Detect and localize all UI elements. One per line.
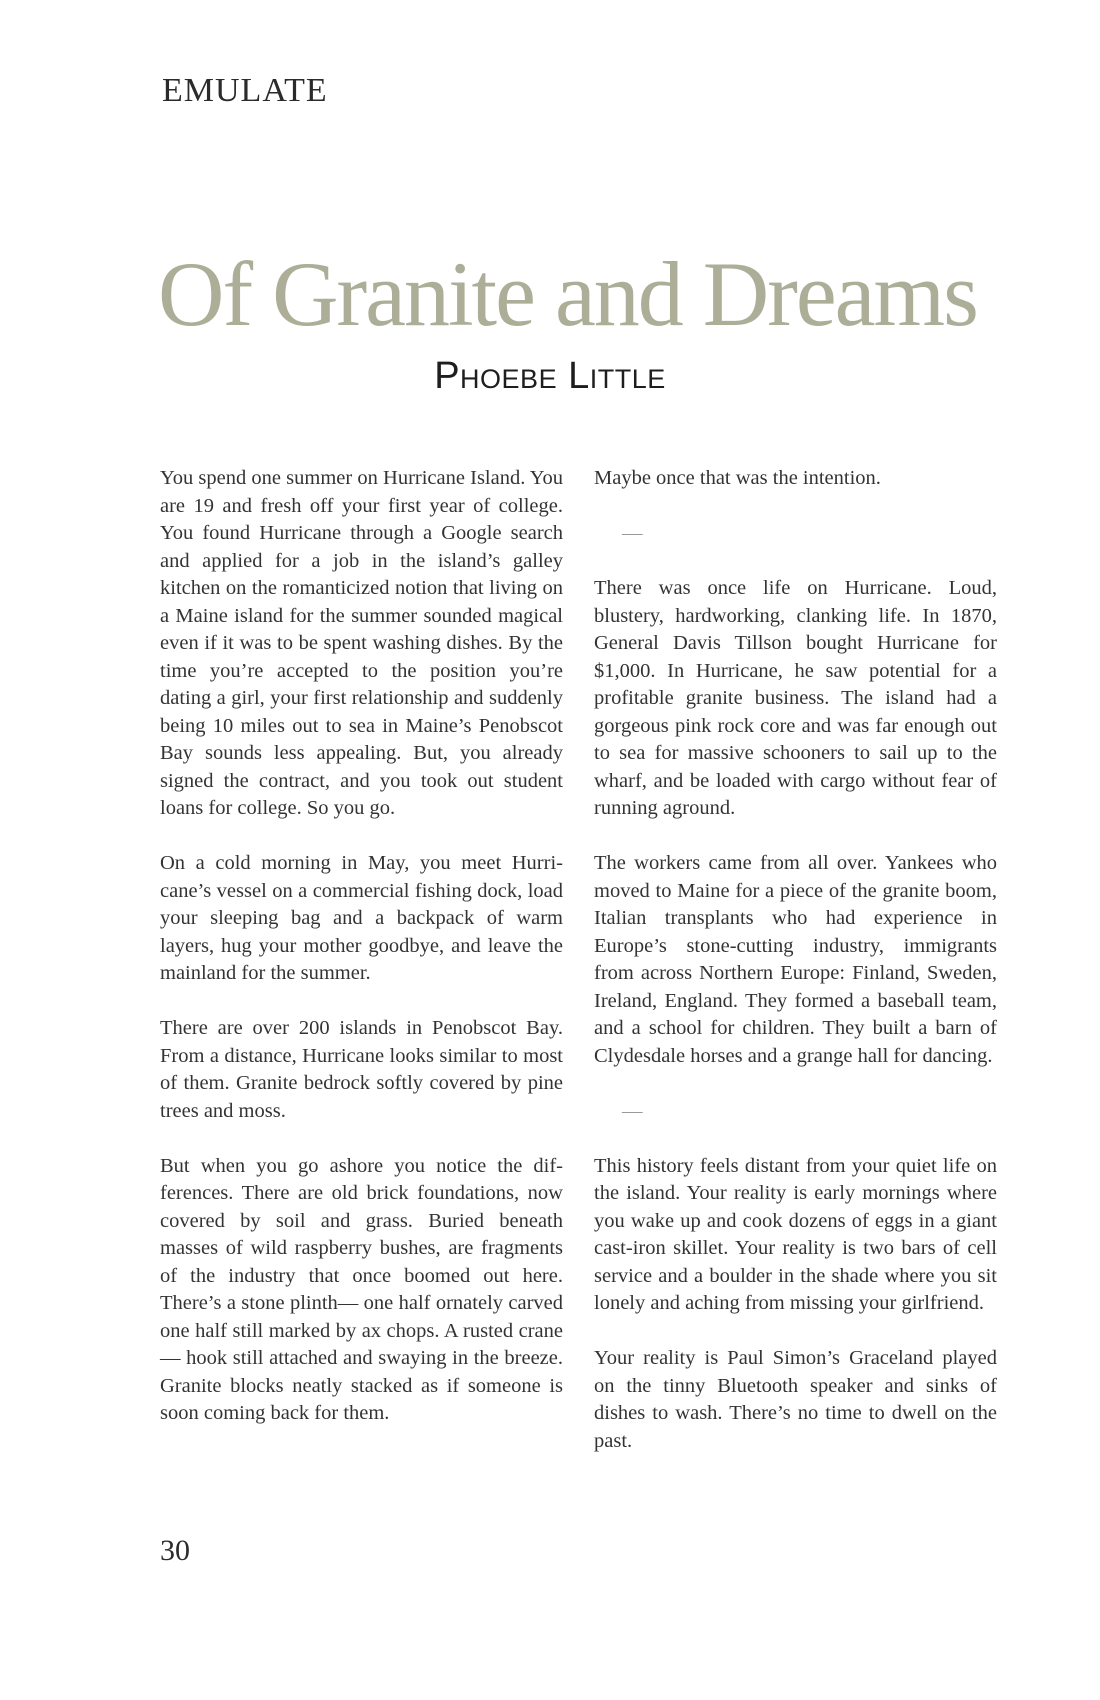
right-paragraph-1: Maybe once that was the intention. <box>594 467 881 489</box>
page-number: 30 <box>160 1534 190 1567</box>
right-paragraph-3: The workers came from all over. Yankees who moved to Maine for a piece of the granite boom, Italian transplants who had experience in Europe’s stone-cutting industry, immigrants from across Northern Europe: Finland, Sweden, Ireland, England. They formed a baseball team, and a school for children. They built a barn of Clydesdale horses and a grange hall for dancing. <box>594 852 997 1067</box>
left-paragraph-4: But when you go ashore you notice the differences. There are old brick foundations, now covered by soil and grass. Buried beneath masses of wild raspberry bushes, are fragments of the industry that once boomed out here. There’s a stone plinth— one half ornately carved one half still marked by ax chops. A rusted crane— hook still attached and swaying in the breeze. Granite blocks neatly stacked as if someone is soon coming back for them. <box>160 1154 563 1424</box>
section-divider-1: — <box>622 522 643 544</box>
right-paragraph-5: Your reality is Paul Simon’s Graceland played on the tinny Bluetooth speaker and sinks of dishes to wash. There’s no time to dwell on the past. <box>594 1347 997 1452</box>
left-paragraph-1: You spend one summer on Hurricane Island. You are 19 and fresh off your first year of college. You found Hurricane through a Google search and applied for a job in the island’s galley kitchen on the romanticized notion that living on a Maine island for the summer sounded magical even if it was to be spent washing dishes. By the time you’re accepted to the position you’re dating a girl, your first relationship and suddenly being 10 miles out to sea in Maine’s Penobscot Bay sounds less appealing. But, you already signed the contract, and you took out student loans for college. So you go. <box>160 467 563 819</box>
right-column <box>594 465 997 1483</box>
article-title: Of Granite and Dreams <box>158 243 977 345</box>
section-divider-2: — <box>622 1099 643 1122</box>
left-paragraph-3: There are over 200 islands in Penobscot Bay. From a distance, Hurricane looks similar to most of them. Granite bedrock softly covered by pine trees and moss. <box>160 1017 563 1122</box>
right-paragraph-4: This history feels distant from your quiet life on the island. Your reality is early mornings where you wake up and cook dozens of eggs in a giant cast-iron skillet. Your reality is two bars of cell service and a boulder in the shade where you sit lonely and aching from missing your girlfriend. <box>594 1154 997 1314</box>
left-paragraph-2: On a cold morning in May, you meet Hurricane’s vessel on a commercial fishing dock, load your sleeping bag and a backpack of warm layers, hug your mother goodbye, and leave the mainland for the summer. <box>160 852 563 984</box>
article-author: Phoebe Little <box>434 355 666 397</box>
running-head: EMULATE <box>162 72 328 109</box>
left-column <box>160 465 563 1455</box>
right-paragraph-2: There was once life on Hurricane. Loud, blustery, hardworking, clanking life. In 1870, General Davis Tillson bought Hurricane for $1,000. In Hurricane, he saw potential for a profitable granite business. The island had a gorgeous pink rock core and was far enough out to sea for massive schooners to sail up to the wharf, and be loaded with cargo without fear of running aground. <box>594 577 997 819</box>
